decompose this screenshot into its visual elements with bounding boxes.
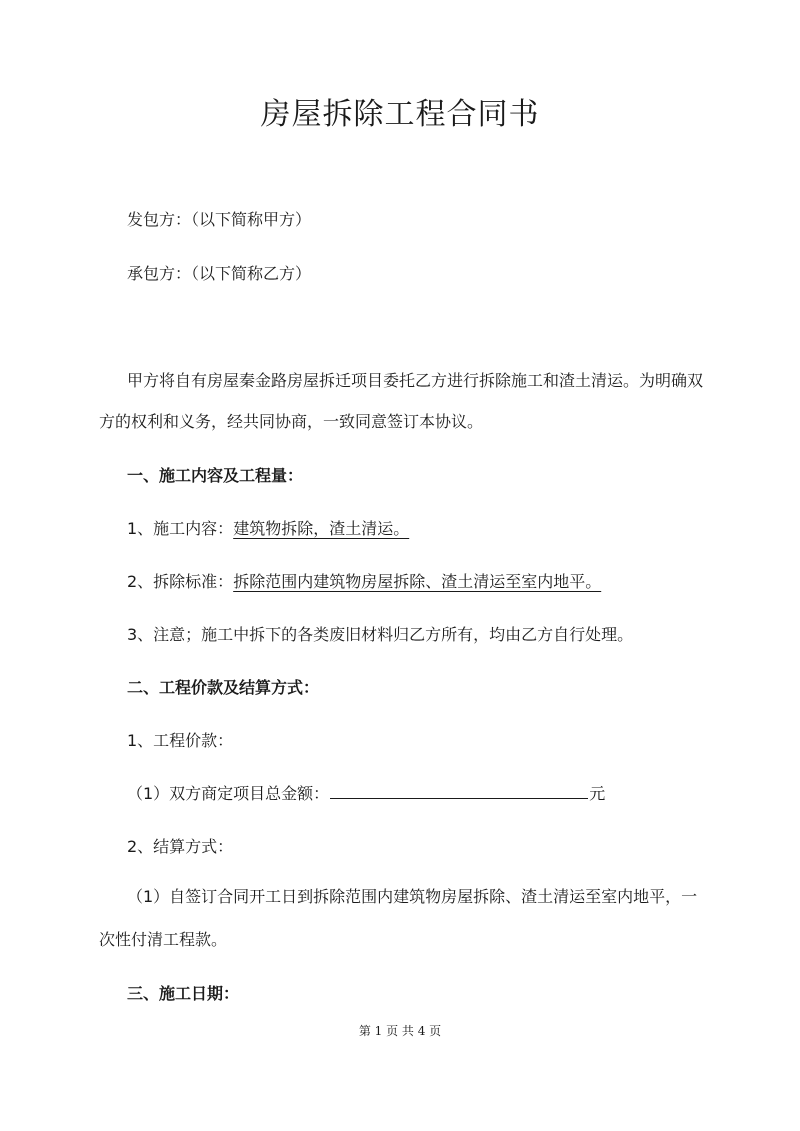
party-a-line: 发包方：（以下简称甲方）: [127, 210, 312, 229]
section-2-item-2: 2、结算方式：: [127, 837, 234, 856]
section-1-item-1: [127, 517, 409, 541]
intro-paragraph-line-1: 甲方将自有房屋秦金路房屋拆迁项目委托乙方进行拆除施工和渣土清运。为明确双: [127, 371, 704, 390]
item-value: 建筑物拆除，渣土清运。: [233, 519, 410, 538]
amount-line: [127, 782, 605, 806]
document-title: 房屋拆除工程合同书: [260, 97, 540, 132]
settlement-line-2: 次性付清工程款。: [99, 930, 228, 949]
item-label: 2、拆除标准：: [127, 572, 234, 591]
party-b-line: 承包方：（以下简称乙方）: [127, 264, 312, 283]
amount-blank-field: [330, 784, 588, 799]
section-2-item-1: 1、工程价款：: [127, 731, 234, 750]
section-3-heading: 三、施工日期：: [127, 984, 240, 1003]
amount-unit: 元: [589, 784, 606, 803]
section-1-item-3: 3、注意；施工中拆下的各类废旧材料归乙方所有，均由乙方自行处理。: [127, 625, 634, 644]
section-1-item-2: [127, 570, 601, 594]
section-2-heading: 二、工程价款及结算方式：: [127, 678, 320, 697]
amount-label: （1）双方商定项目总金额：: [127, 784, 330, 803]
settlement-line-1: （1）自签订合同开工日到拆除范围内建筑物房屋拆除、渣土清运至室内地平，一: [127, 887, 698, 906]
intro-paragraph-line-2: 方的权利和义务，经共同协商，一致同意签订本协议。: [99, 412, 484, 431]
item-value: 拆除范围内建筑物房屋拆除、渣土清运至室内地平。: [233, 572, 602, 591]
section-1-heading: 一、施工内容及工程量：: [127, 466, 304, 485]
page-footer: 第 1 页 共 4 页: [358, 1024, 442, 1038]
item-label: 1、施工内容：: [127, 519, 234, 538]
